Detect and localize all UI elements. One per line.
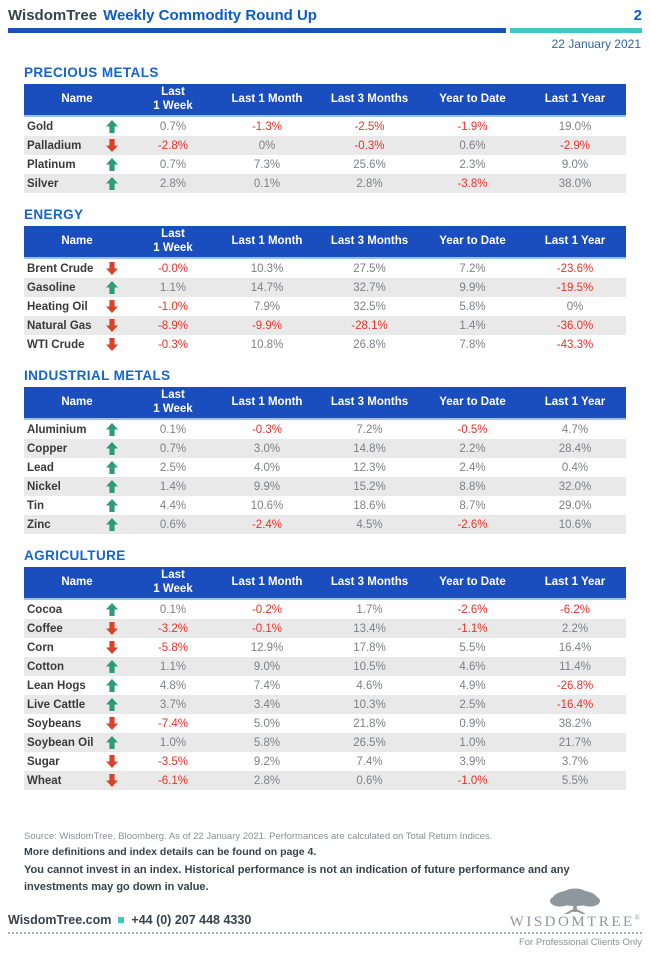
value-ytd: 8.8% (459, 480, 486, 493)
up-arrow-icon (106, 177, 118, 190)
contact-group (8, 913, 251, 930)
value-month: 9.9% (253, 480, 281, 493)
table-row-soybean-oil (24, 733, 626, 752)
down-arrow-icon (106, 319, 118, 332)
direction-cell (106, 698, 130, 711)
value-ytd: -1.0% (457, 774, 488, 787)
value-week: -0.0% (157, 262, 189, 275)
direction-cell (106, 120, 130, 133)
value-week: 2.5% (159, 461, 187, 474)
value-month: 4.0% (253, 461, 281, 474)
wisdomtree-tree-icon (544, 887, 606, 915)
value-week: -2.8% (157, 139, 189, 152)
value-months3: 7.2% (356, 423, 383, 436)
down-arrow-icon (106, 717, 118, 730)
column-header-week: Last 1 Week (153, 389, 193, 415)
commodity-name: Gasoline (27, 281, 76, 294)
header-title-row (8, 7, 642, 25)
section-title: PRECIOUS METALS (24, 65, 159, 80)
value-months3: 26.5% (353, 736, 386, 749)
column-header-year: Last 1 Year (544, 575, 606, 588)
value-months3: 18.6% (353, 499, 386, 512)
value-ytd: -2.6% (457, 603, 488, 616)
down-arrow-icon (106, 139, 118, 152)
page-title: Weekly Commodity Round Up (103, 7, 317, 24)
bottom-bar (8, 887, 642, 948)
value-months3: 17.8% (353, 641, 386, 654)
up-arrow-icon (106, 698, 118, 711)
value-month: 7.3% (253, 158, 281, 171)
definitions-line: More definitions and index details can be found on page 4. (24, 846, 317, 858)
value-months3: 12.3% (353, 461, 386, 474)
commodity-name: Palladium (27, 139, 82, 152)
value-months3: 0.6% (356, 774, 383, 787)
value-ytd: -0.5% (457, 423, 488, 436)
column-header-year: Last 1 Year (544, 395, 606, 408)
value-months3: -28.1% (351, 319, 388, 332)
value-ytd: 8.7% (459, 499, 486, 512)
direction-cell (106, 423, 130, 436)
value-year: 9.0% (561, 158, 589, 171)
value-year: 0.4% (561, 461, 589, 474)
commodity-name: WTI Crude (27, 338, 85, 351)
value-month: 2.8% (253, 774, 281, 787)
table-row-nickel (24, 477, 626, 496)
header-rule-teal-segment (510, 28, 642, 33)
value-week: -0.3% (157, 338, 189, 351)
up-arrow-icon (106, 120, 118, 133)
value-year: 4.7% (561, 423, 589, 436)
value-ytd: -1.1% (457, 622, 488, 635)
value-months3: 4.6% (356, 679, 383, 692)
clients-only-tagline: For Professional Clients Only (518, 937, 642, 948)
table-row-cocoa (24, 600, 626, 619)
value-week: 3.7% (159, 698, 187, 711)
table-row-corn (24, 638, 626, 657)
value-year: 19.0% (558, 120, 592, 133)
value-year: 10.6% (558, 518, 592, 531)
down-arrow-icon (106, 622, 118, 635)
commodity-name: Aluminium (27, 423, 87, 436)
up-arrow-icon (106, 660, 118, 673)
value-year: -43.3% (556, 338, 594, 351)
up-arrow-icon (106, 518, 118, 531)
value-year: 32.0% (558, 480, 592, 493)
up-arrow-icon (106, 499, 118, 512)
table-row-natural-gas (24, 316, 626, 335)
up-arrow-icon (106, 603, 118, 616)
value-ytd: 2.4% (459, 461, 486, 474)
direction-cell (106, 603, 130, 616)
commodity-name: Lead (27, 461, 54, 474)
value-months3: 14.8% (353, 442, 386, 455)
value-months3: -2.5% (354, 120, 385, 133)
header-rule (8, 28, 642, 33)
value-year: 11.4% (559, 660, 591, 673)
commodity-name: Natural Gas (27, 319, 92, 332)
value-week: 0.1% (159, 423, 187, 436)
commodity-name: Soybeans (27, 717, 82, 730)
value-month: 0.1% (253, 177, 281, 190)
value-ytd: 9.9% (459, 281, 486, 294)
value-week: 4.4% (159, 499, 187, 512)
value-week: 1.4% (159, 480, 187, 493)
table-row-aluminium (24, 420, 626, 439)
value-year: 5.5% (561, 774, 589, 787)
value-year: 28.4% (558, 442, 592, 455)
value-months3: 10.5% (353, 660, 386, 673)
value-months3: 32.7% (353, 281, 386, 294)
value-week: -1.0% (157, 300, 189, 313)
value-month: 7.9% (253, 300, 281, 313)
commodity-name: Tin (27, 499, 45, 512)
column-header-months3: Last 3 Months (330, 395, 409, 408)
down-arrow-icon (106, 774, 118, 787)
table-header-row (24, 84, 626, 117)
table-row-copper (24, 439, 626, 458)
column-header-week: Last 1 Week (153, 228, 193, 254)
table-row-lean-hogs (24, 676, 626, 695)
table-row-wti-crude (24, 335, 626, 354)
commodity-name: Gold (27, 120, 54, 133)
value-ytd: 0.6% (459, 139, 486, 152)
table-row-cotton (24, 657, 626, 676)
commodity-name: Soybean Oil (27, 736, 94, 749)
table-row-platinum (24, 155, 626, 174)
bottom-row (8, 887, 642, 930)
footnotes (24, 831, 626, 895)
value-year: -23.6% (556, 262, 594, 275)
value-week: -7.4% (157, 717, 189, 730)
value-month: -9.9% (251, 319, 283, 332)
column-header-name: Name (61, 575, 93, 588)
value-year: 29.0% (558, 499, 592, 512)
sections (0, 65, 650, 790)
value-year: 21.7% (558, 736, 592, 749)
value-week: 0.1% (159, 603, 187, 616)
wisdomtree-wordmark: WISDOMTREE® (509, 914, 640, 930)
source-line: Source: WisdomTree, Bloomberg. As of 22 January 2021. Performances are calculated on Total Return Indices. (24, 831, 493, 842)
up-arrow-icon (106, 423, 118, 436)
value-year: -16.4% (556, 698, 594, 711)
value-year: 0% (566, 300, 584, 313)
table-energy (24, 226, 626, 354)
value-week: 4.8% (159, 679, 187, 692)
commodity-name: Copper (27, 442, 68, 455)
direction-cell (106, 177, 130, 190)
value-month: 12.9% (250, 641, 284, 654)
value-month: -0.2% (251, 603, 283, 616)
phone-number: +44 (0) 207 448 4330 (131, 913, 252, 927)
value-month: 5.0% (253, 717, 281, 730)
value-months3: 1.7% (356, 603, 383, 616)
commodity-name: Corn (27, 641, 54, 654)
column-header-week: Last 1 Week (153, 569, 193, 595)
direction-cell (106, 679, 130, 692)
value-year: -19.5% (556, 281, 594, 294)
section-title: INDUSTRIAL METALS (24, 368, 171, 383)
value-ytd: 3.9% (459, 755, 486, 768)
brand-name: WisdomTree (8, 7, 98, 24)
value-week: 0.7% (159, 158, 187, 171)
value-month: 10.3% (250, 262, 284, 275)
commodity-name: Cotton (27, 660, 65, 673)
value-year: -2.9% (559, 139, 591, 152)
value-week: 0.6% (159, 518, 187, 531)
value-week: -5.8% (157, 641, 189, 654)
column-header-months3: Last 3 Months (330, 234, 409, 247)
direction-cell (106, 736, 130, 749)
commodity-name: Brent Crude (27, 262, 94, 275)
direction-cell (106, 717, 130, 730)
value-month: -2.4% (251, 518, 283, 531)
value-months3: 4.5% (356, 518, 383, 531)
value-ytd: 5.5% (459, 641, 486, 654)
value-week: 2.8% (159, 177, 187, 190)
table-row-sugar (24, 752, 626, 771)
column-header-month: Last 1 Month (231, 92, 303, 105)
commodity-name: Heating Oil (27, 300, 88, 313)
commodity-name: Platinum (27, 158, 76, 171)
commodity-name: Silver (27, 177, 59, 190)
commodity-name: Live Cattle (27, 698, 86, 711)
value-ytd: 1.0% (459, 736, 486, 749)
table-row-tin (24, 496, 626, 515)
page-number: 2 (633, 7, 642, 24)
value-ytd: 4.9% (459, 679, 486, 692)
value-month: 10.6% (250, 499, 284, 512)
column-header-ytd: Year to Date (439, 395, 506, 408)
value-months3: 21.8% (353, 717, 386, 730)
value-ytd: -3.8% (457, 177, 488, 190)
wisdomtree-logo (510, 887, 640, 930)
value-months3: 15.2% (353, 480, 386, 493)
table-header-row (24, 387, 626, 420)
table-row-zinc (24, 515, 626, 534)
value-year: -36.0% (556, 319, 594, 332)
value-year: 38.2% (558, 717, 592, 730)
direction-cell (106, 300, 130, 313)
table-row-brent-crude (24, 259, 626, 278)
commodity-name: Sugar (27, 755, 60, 768)
direction-cell (106, 774, 130, 787)
value-month: 3.0% (253, 442, 281, 455)
page-header (0, 0, 650, 51)
down-arrow-icon (106, 338, 118, 351)
table-header-row (24, 226, 626, 259)
table-row-heating-oil (24, 297, 626, 316)
section-agriculture (24, 548, 626, 790)
value-week: 1.1% (159, 660, 187, 673)
commodity-name: Nickel (27, 480, 61, 493)
column-header-name: Name (61, 395, 93, 408)
direction-cell (106, 499, 130, 512)
table-row-wheat (24, 771, 626, 790)
value-month: 9.0% (253, 660, 281, 673)
value-year: -6.2% (559, 603, 591, 616)
value-ytd: 4.6% (459, 660, 486, 673)
value-week: 0.7% (159, 442, 187, 455)
value-months3: 27.5% (353, 262, 386, 275)
up-arrow-icon (106, 461, 118, 474)
value-months3: 26.8% (353, 338, 386, 351)
value-year: 16.4% (558, 641, 592, 654)
value-month: 7.4% (253, 679, 281, 692)
value-year: 2.2% (561, 622, 589, 635)
column-header-months3: Last 3 Months (330, 575, 409, 588)
column-header-week: Last 1 Week (153, 86, 193, 112)
table-precious-metals (24, 84, 626, 193)
column-header-month: Last 1 Month (231, 234, 303, 247)
value-month: 10.8% (250, 338, 284, 351)
section-title: ENERGY (24, 207, 84, 222)
section-precious-metals (24, 65, 626, 193)
teal-bullet-icon (118, 917, 124, 923)
value-ytd: -1.9% (457, 120, 488, 133)
value-months3: 32.5% (353, 300, 386, 313)
value-ytd: 5.8% (459, 300, 486, 313)
column-header-ytd: Year to Date (439, 575, 506, 588)
direction-cell (106, 660, 130, 673)
down-arrow-icon (106, 755, 118, 768)
table-row-live-cattle (24, 695, 626, 714)
down-arrow-icon (106, 262, 118, 275)
website-link[interactable]: WisdomTree.com (8, 913, 112, 927)
value-months3: 10.3% (353, 698, 386, 711)
down-arrow-icon (106, 300, 118, 313)
table-row-palladium (24, 136, 626, 155)
value-year: 38.0% (558, 177, 592, 190)
direction-cell (106, 139, 130, 152)
table-row-gold (24, 117, 626, 136)
value-ytd: 1.4% (459, 319, 486, 332)
table-row-gasoline (24, 278, 626, 297)
value-ytd: 0.9% (459, 717, 486, 730)
column-header-ytd: Year to Date (439, 234, 506, 247)
up-arrow-icon (106, 442, 118, 455)
direction-cell (106, 641, 130, 654)
disclaimer-line: You cannot invest in an index. Historical performance is not an indication of future performance and any investments may go down in value. (24, 864, 570, 893)
value-months3: 2.8% (356, 177, 383, 190)
value-year: 3.7% (561, 755, 589, 768)
table-row-soybeans (24, 714, 626, 733)
direction-cell (106, 319, 130, 332)
table-row-lead (24, 458, 626, 477)
commodity-name: Zinc (27, 518, 51, 531)
direction-cell (106, 518, 130, 531)
direction-cell (106, 281, 130, 294)
value-ytd: -2.6% (457, 518, 488, 531)
value-month: -0.3% (251, 423, 283, 436)
column-header-month: Last 1 Month (231, 575, 303, 588)
commodity-name: Lean Hogs (27, 679, 86, 692)
table-row-silver (24, 174, 626, 193)
column-header-month: Last 1 Month (231, 395, 303, 408)
value-months3: 25.6% (353, 158, 386, 171)
value-ytd: 2.3% (459, 158, 486, 171)
value-week: -3.2% (157, 622, 189, 635)
value-ytd: 2.2% (459, 442, 486, 455)
up-arrow-icon (106, 281, 118, 294)
section-energy (24, 207, 626, 354)
up-arrow-icon (106, 679, 118, 692)
column-header-months3: Last 3 Months (330, 92, 409, 105)
value-week: -3.5% (157, 755, 189, 768)
header-rule-blue-segment (8, 28, 506, 33)
section-industrial-metals (24, 368, 626, 534)
direction-cell (106, 262, 130, 275)
value-month: -1.3% (251, 120, 283, 133)
direction-cell (106, 338, 130, 351)
direction-cell (106, 158, 130, 171)
column-header-name: Name (61, 92, 93, 105)
value-year: -26.8% (556, 679, 594, 692)
value-months3: -0.3% (354, 139, 385, 152)
table-agriculture (24, 567, 626, 790)
value-months3: 7.4% (356, 755, 383, 768)
up-arrow-icon (106, 736, 118, 749)
dotted-divider (8, 932, 642, 934)
commodity-name: Wheat (27, 774, 62, 787)
table-industrial-metals (24, 387, 626, 534)
value-month: 14.7% (250, 281, 284, 294)
section-title: AGRICULTURE (24, 548, 126, 563)
column-header-year: Last 1 Year (544, 92, 606, 105)
table-row-coffee (24, 619, 626, 638)
value-month: 3.4% (253, 698, 281, 711)
value-month: 9.2% (253, 755, 281, 768)
value-month: -0.1% (251, 622, 283, 635)
up-arrow-icon (106, 158, 118, 171)
value-week: -6.1% (157, 774, 189, 787)
value-month: 5.8% (253, 736, 281, 749)
value-week: 0.7% (159, 120, 187, 133)
direction-cell (106, 442, 130, 455)
value-months3: 13.4% (353, 622, 386, 635)
direction-cell (106, 461, 130, 474)
down-arrow-icon (106, 641, 118, 654)
value-ytd: 7.8% (459, 338, 486, 351)
value-week: 1.0% (159, 736, 187, 749)
title-group (8, 7, 317, 25)
column-header-name: Name (61, 234, 93, 247)
value-month: 0% (258, 139, 276, 152)
value-ytd: 7.2% (459, 262, 486, 275)
direction-cell (106, 480, 130, 493)
direction-cell (106, 755, 130, 768)
direction-cell (106, 622, 130, 635)
commodity-name: Cocoa (27, 603, 63, 616)
registered-mark: ® (634, 914, 640, 922)
up-arrow-icon (106, 480, 118, 493)
commodity-name: Coffee (27, 622, 63, 635)
column-header-ytd: Year to Date (439, 92, 506, 105)
table-header-row (24, 567, 626, 600)
report-date: 22 January 2021 (551, 37, 641, 51)
value-week: -8.9% (157, 319, 189, 332)
value-ytd: 2.5% (459, 698, 486, 711)
value-week: 1.1% (159, 281, 187, 294)
column-header-year: Last 1 Year (544, 234, 606, 247)
